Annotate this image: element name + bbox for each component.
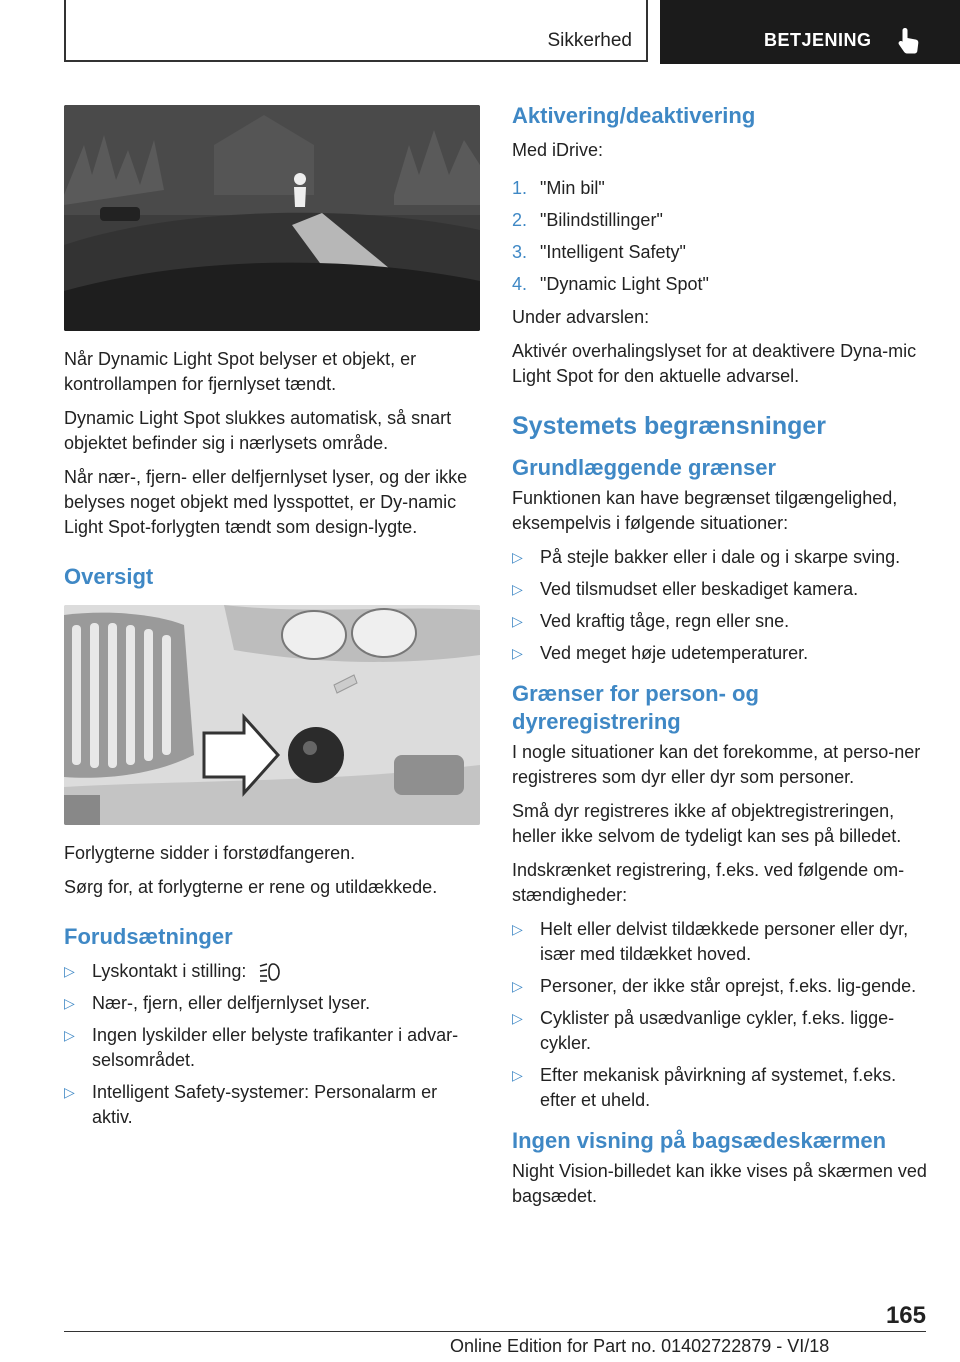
heading-grundlaeggende: Grundlæggende grænser (512, 455, 777, 480)
light-switch-icon (259, 962, 283, 982)
heading-aktivering: Aktivering/deaktivering (512, 103, 756, 128)
bullet-marker: ▷ (512, 613, 523, 629)
paragraph: Små dyr registreres ikke af objektregistreringen, heller ikke selvom de tydeligt kan ses på billedet. (512, 801, 902, 846)
header-section-box (64, 0, 648, 62)
heading-systemets: Systemets begrænsninger (512, 412, 826, 440)
paragraph: Aktivér overhalingslyset for at deaktivere Dyna‐mic Light Spot for den aktuelle advarsel. (512, 341, 917, 386)
paragraph: Night Vision-billedet kan ikke vises på skærmen ved bagsædet. (512, 1161, 927, 1206)
heading-graenser: Grænser for person- og dyreregistrering (512, 681, 759, 734)
bullet-marker: ▷ (64, 1084, 75, 1100)
step-number: 1. (512, 178, 528, 198)
list-item: ▷ Nær-, fjern, eller delfjernlyset lyser. (64, 991, 480, 1016)
figure-headlight (64, 605, 480, 825)
header-chapter-bar (660, 0, 960, 64)
paragraph: Sørg for, at forlygterne er rene og utildækkede. (64, 877, 438, 897)
list-item: ▷ Ved kraftig tåge, regn eller sne. (512, 609, 927, 634)
paragraph: Under advarslen: (512, 307, 650, 327)
hand-pointer-icon (896, 26, 922, 54)
headlight-illustration (64, 605, 480, 825)
list-item: 3. "Intelligent Safety" (512, 240, 927, 265)
list-item: ▷ På stejle bakker eller i dale og i skarpe sving. (512, 545, 927, 570)
list-item: 1. "Min bil" (512, 176, 927, 201)
left-column (64, 100, 480, 1138)
list-item: ▷ Cyklister på usædvanlige cykler, f.eks. ligge‐cykler. (512, 1008, 895, 1053)
list-item: 2. "Bilindstillinger" (512, 208, 927, 233)
requirements-list (64, 959, 480, 1130)
paragraph: Når Dynamic Light Spot belyser et objekt, er kontrollampen for fjernlyset tændt. (64, 349, 417, 394)
bullet-marker: ▷ (512, 1010, 523, 1026)
detection-list (512, 917, 927, 1113)
step-number: 2. (512, 210, 528, 230)
page-header (64, 0, 960, 66)
heading-forudsaetninger: Forudsætninger (64, 924, 233, 949)
steps-list (512, 176, 927, 297)
footer-divider (64, 1331, 926, 1332)
paragraph: I nogle situationer kan det forekomme, at perso‐ner registreres som dyr eller dyr som personer. (512, 742, 921, 787)
header-section-title: Sikkerhed (547, 30, 632, 51)
bullet-marker: ▷ (64, 1027, 75, 1043)
list-item: 4. "Dynamic Light Spot" (512, 272, 927, 297)
step-number: 4. (512, 274, 528, 294)
step-number: 3. (512, 242, 528, 262)
list-item: ▷ Helt eller delvist tildækkede personer eller dyr, især med tildækket hoved. (512, 919, 909, 964)
limitations-list (512, 545, 927, 666)
bullet-marker: ▷ (512, 1067, 523, 1083)
list-item: ▷ Ved tilsmudset eller beskadiget kamera. (512, 577, 927, 602)
bullet-marker: ▷ (512, 549, 523, 565)
header-chapter-title: BETJENING (764, 30, 872, 50)
bullet-marker: ▷ (512, 645, 523, 661)
page-number: 165 (885, 1302, 926, 1329)
right-column (512, 100, 927, 1218)
bullet-marker: ▷ (512, 581, 523, 597)
list-item: ▷ Ingen lyskilder eller belyste trafikanter i advar‐selsområdet. (64, 1025, 459, 1070)
bullet-marker: ▷ (64, 995, 75, 1011)
list-item: ▷ Intelligent Safety-systemer: Personalarm er aktiv. (64, 1082, 438, 1127)
footer-edition: Online Edition for Part no. 01402722879 - VI/18 (450, 1336, 830, 1356)
list-item: ▷ Efter mekanisk påvirkning af systemet, f.eks. efter et uheld. (512, 1065, 897, 1110)
heading-ingen-visning: Ingen visning på bagsædeskærmen (512, 1128, 887, 1153)
paragraph: Dynamic Light Spot slukkes automatisk, så snart objektet befinder sig i nærlysets område. (64, 408, 452, 453)
bullet-marker: ▷ (512, 978, 523, 994)
bullet-marker: ▷ (64, 963, 75, 979)
paragraph: Når nær-, fjern- eller delfjernlyset lyser, og der ikke belyses noget objekt med lysspottet, er Dy‐namic Light Spot-forlygten tændt som design‐lygte. (64, 467, 468, 537)
paragraph: Med iDrive: (512, 140, 604, 160)
list-item: ▷ Lyskontakt i stilling: (64, 959, 480, 984)
paragraph: Forlygterne sidder i forstødfangeren. (64, 843, 356, 863)
list-item: ▷ Personer, der ikke står oprejst, f.eks. lig‐gende. (512, 974, 927, 999)
list-item: ▷ Ved meget høje udetemperaturer. (512, 641, 927, 666)
night-road-illustration (64, 105, 480, 331)
paragraph: Funktionen kan have begrænset tilgængelighed, eksempelvis i følgende situationer: (512, 488, 898, 533)
paragraph: Indskrænket registrering, f.eks. ved følgende om‐stændigheder: (512, 860, 905, 905)
figure-night-road (64, 105, 480, 331)
bullet-marker: ▷ (512, 921, 523, 937)
heading-oversigt: Oversigt (64, 564, 154, 589)
